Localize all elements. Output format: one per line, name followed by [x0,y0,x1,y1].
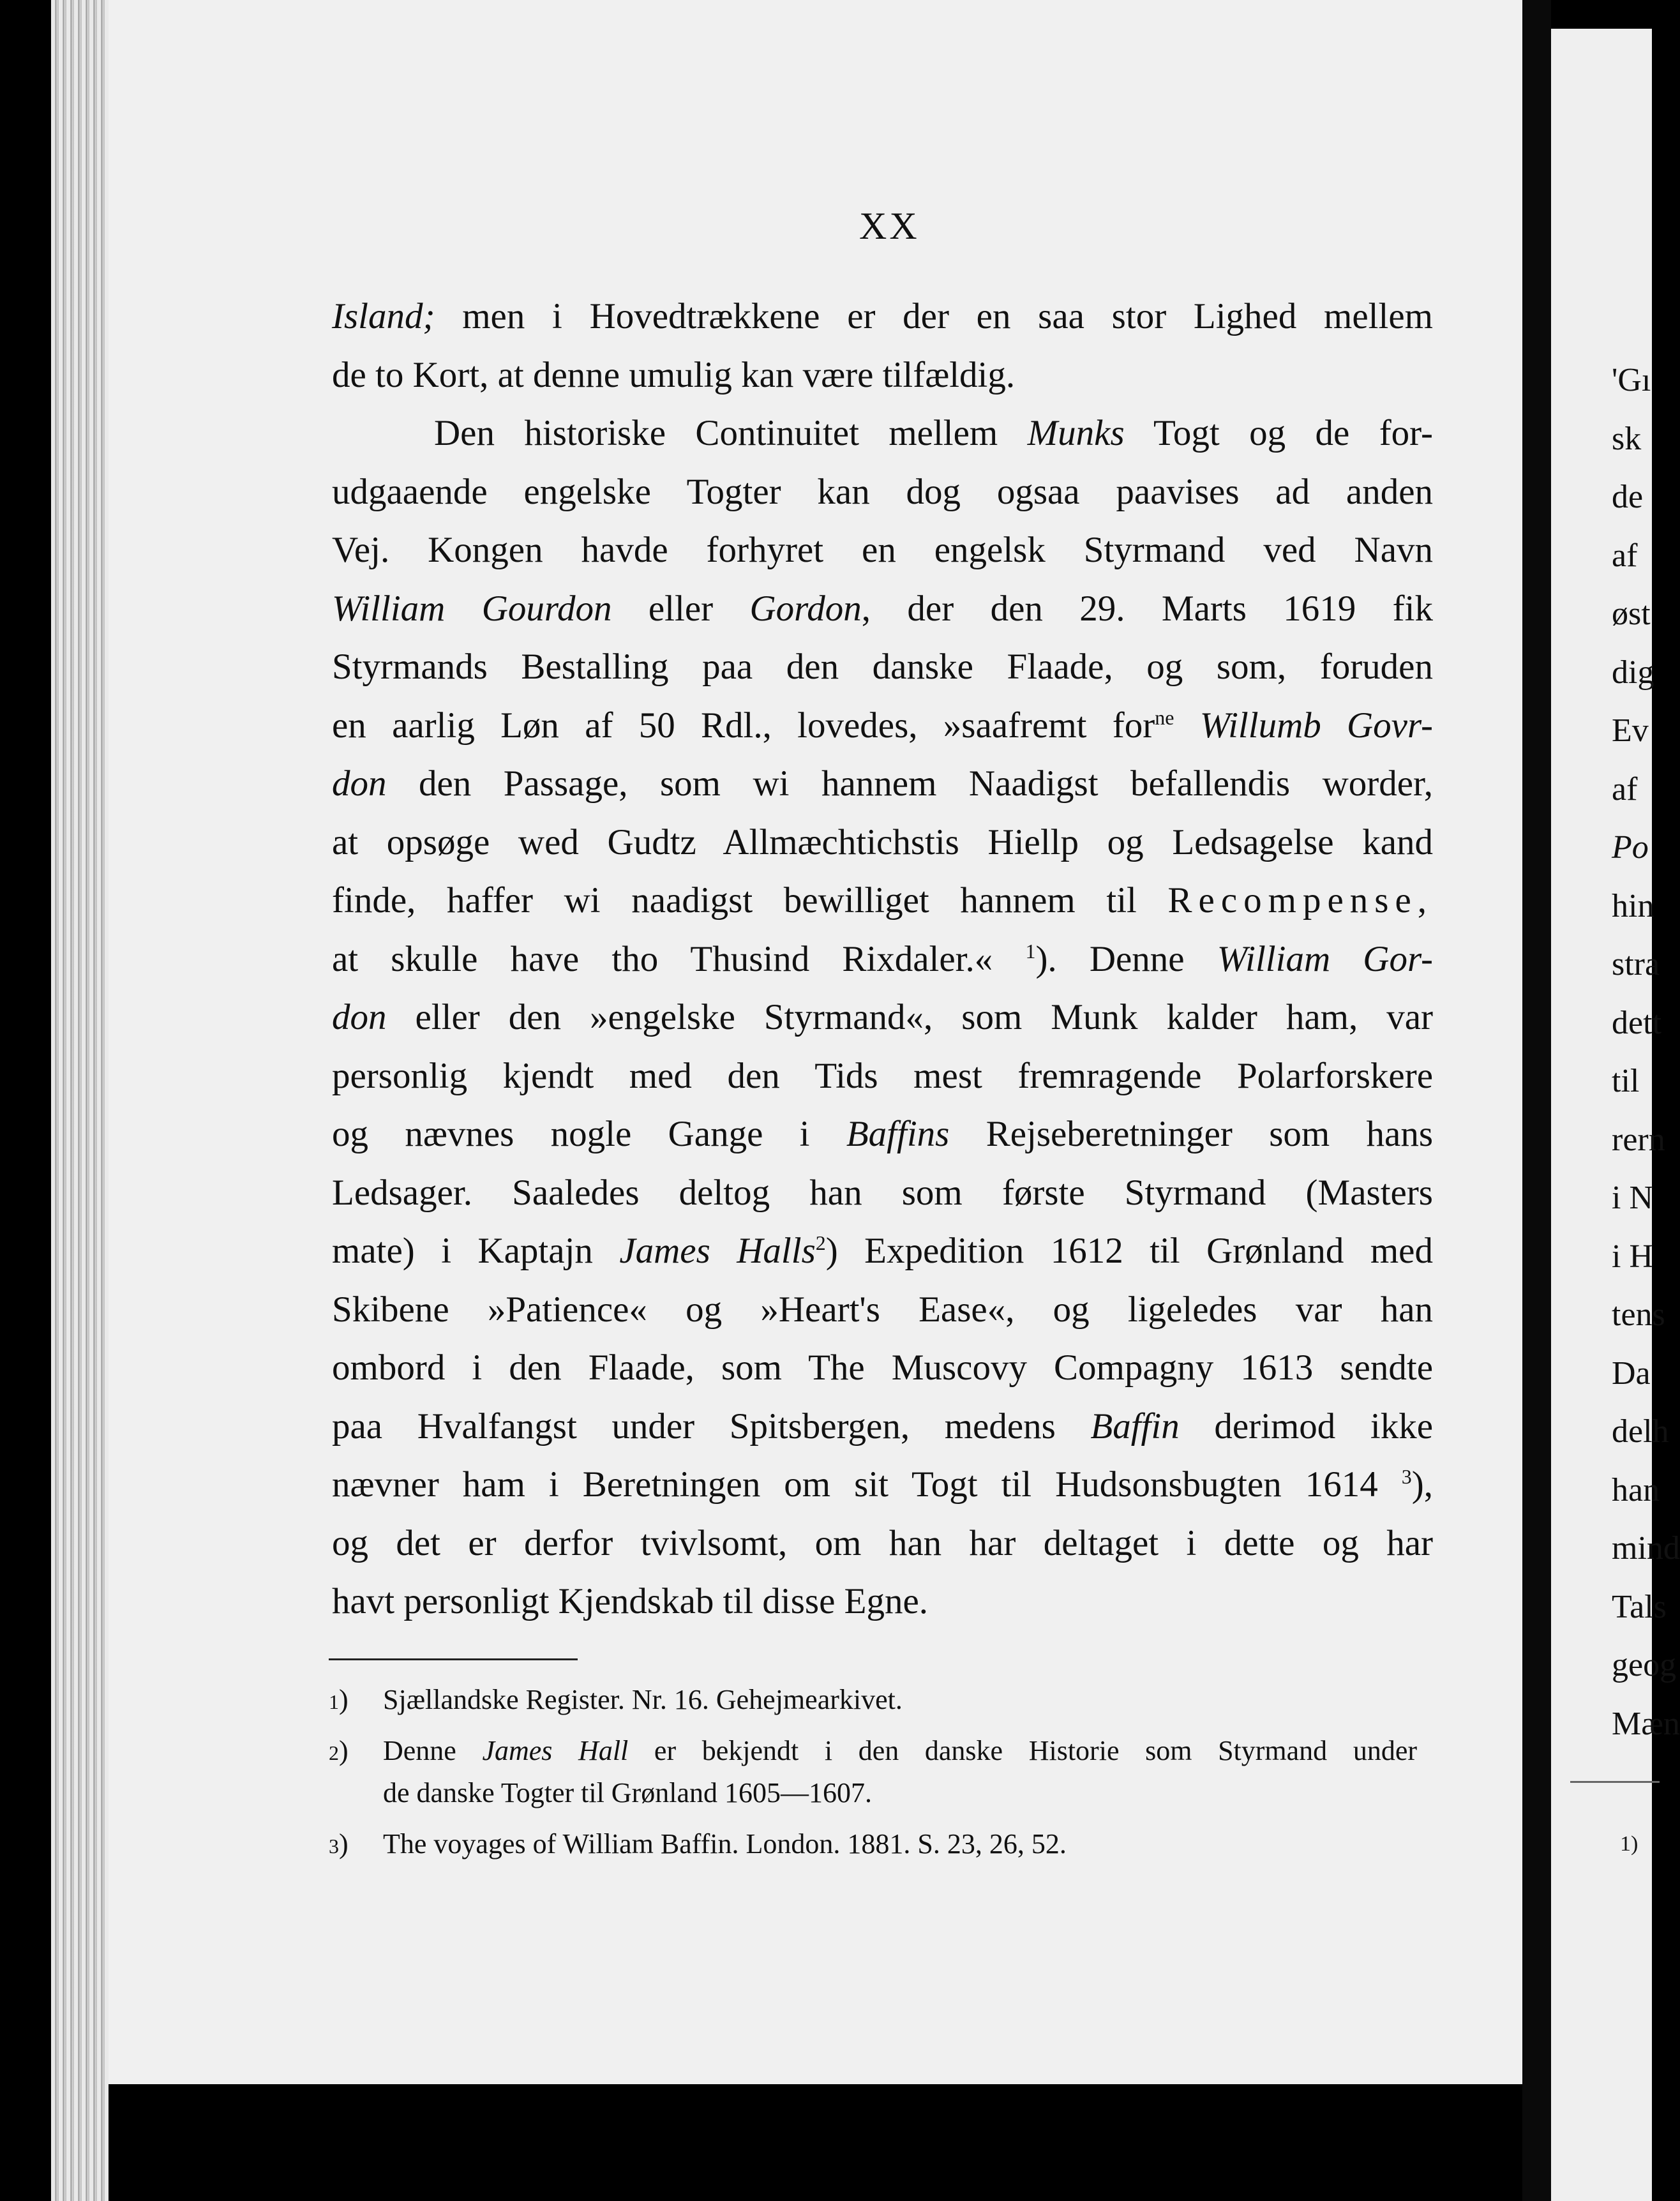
text-line [332,287,1433,346]
text-line [332,1047,1433,1106]
text-segment: de to Kort, at denne umulig kan være tilfældig. [332,354,1016,395]
text-line [332,988,1433,1047]
text-segment: Sjællandske Register. Nr. 16. Gehejmearkivet. [383,1684,903,1715]
text-line [332,1455,1433,1514]
text-segment: at opsøge wed Gudtz Allmæchtichstis Hiellp og Ledsagelse kand [332,822,1433,862]
text-segment: Rejseberetninger som hans [949,1114,1434,1154]
text-segment: en aarlig Løn af 50 Rdl., lovedes, »saafremt for [332,705,1155,746]
text-segment: Baffin [1090,1406,1180,1446]
body-text [332,287,1433,1631]
text-line [332,1514,1433,1573]
text-segment: havt personligt Kjendskab til disse Egne. [332,1581,929,1621]
footnote-mark: 3) [329,1828,349,1859]
text-segment: personlig kjendt med den Tids mest fremragende Polarforskere [332,1055,1433,1096]
text-line [332,463,1433,522]
text-segment: Munks [1027,413,1125,453]
text-segment: paa Hvalfangst under Spitsbergen, medens [332,1406,1091,1446]
text-segment: de danske Togter til Grønland 1605—1607. [383,1777,872,1808]
right-page-line-fragment: Po [1612,829,1649,866]
right-page-footnote-rule [1570,1781,1660,1783]
text-segment: mate) i Kaptajn [332,1231,620,1271]
right-page-line-fragment: rern [1612,1121,1665,1158]
right-page-line-fragment: i N [1612,1180,1653,1216]
text-line [332,930,1433,989]
right-page-line-fragment: Da [1612,1355,1651,1392]
text-segment: ombord i den Flaade, som The Muscovy Compagny 1613 sendte [332,1348,1433,1388]
text-line [332,1222,1433,1281]
text-segment: at skulle have tho Thusind Rixdaler.« [332,938,1026,979]
footnote-reference: ne [1155,705,1174,729]
book-binding-edge [51,0,109,2201]
footnote-reference: 3 [1401,1465,1412,1488]
right-page-footnote-mark: 1) [1620,1832,1639,1856]
text-segment: nævner ham i Beretningen om sit Togt til Hudsonsbugten 1614 [332,1464,1402,1505]
text-segment: ), [1411,1464,1433,1505]
right-page-line-fragment: hin [1612,887,1654,924]
text-line [332,580,1433,638]
footnote-mark: 2) [329,1735,349,1766]
text-segment: men i Hovedtrækkene er der en saa stor Lighed mellem [435,296,1433,336]
page-gutter [1522,0,1551,2201]
text-segment: don [332,763,387,804]
footnote-line [383,1823,1417,1865]
text-segment: ) Expedition 1612 til Grønland med [825,1231,1433,1271]
text-segment: don [332,997,387,1037]
text-line [332,1572,1433,1631]
text-line [332,638,1433,696]
text-segment: James Halls [619,1231,816,1271]
footnote-line [383,1730,1417,1772]
right-page-line-fragment: i H [1612,1238,1653,1275]
right-page-line-fragment: de [1612,479,1644,515]
footnote [329,1679,1417,1721]
right-page-line-fragment: geog [1612,1647,1677,1683]
text-line [332,871,1433,930]
text-segment: Ledsager. Saaledes deltog han som første Styrmand (Masters [332,1172,1433,1213]
right-page-line-fragment: han [1612,1471,1660,1508]
footnote-line [383,1679,1417,1721]
text-segment: Recompense, [1167,880,1433,920]
right-page-line-fragment: sk [1612,420,1642,457]
footnote [329,1823,1417,1865]
text-segment: Baffins [846,1114,950,1154]
footnote [329,1730,1417,1814]
text-segment: The voyages of William Baffin. London. 1881. S. 23, 26, 52. [383,1828,1067,1859]
right-page-line-fragment: Mæn [1612,1705,1680,1742]
text-segment: den Passage, som wi hannem Naadigst befallendis worder, [386,763,1433,804]
text-line [332,346,1433,405]
right-page-line-fragment: til [1612,1063,1640,1099]
right-page-line-fragment: tens [1612,1296,1665,1333]
text-segment: og nævnes nogle Gange i [332,1114,846,1154]
text-segment: Denne [383,1735,483,1766]
right-page-line-fragment: mind [1612,1530,1680,1566]
text-segment: og det er derfor tvivlsomt, om han har deltaget i dette og har [332,1522,1433,1563]
text-line [332,813,1433,872]
text-line [332,1339,1433,1397]
page-number: XX [859,205,920,247]
text-segment: Willumb Govr- [1199,705,1434,746]
footnote-rule [329,1658,578,1660]
text-line [332,1105,1433,1164]
right-page-line-fragment: af [1612,537,1638,574]
right-page-text-fragments [1612,351,1680,1753]
right-page-line-fragment: 'Gı [1612,362,1651,398]
text-line [332,755,1433,813]
text-segment: finde, haffer wi naadigst bewilliget hannem til [332,880,1168,920]
footnote-reference: 2 [815,1231,826,1254]
text-segment: Togt og de for- [1124,413,1433,453]
footnote-reference: 1 [1025,939,1036,963]
right-page-line-fragment: dig [1612,654,1654,691]
right-page-line-fragment: af [1612,770,1638,808]
footnotes [329,1679,1417,1865]
text-segment: udgaaende engelske Togter kan dog ogsaa paavises ad anden [332,471,1433,512]
text-line [332,1164,1433,1222]
text-segment: Gordon [749,588,862,629]
text-line [332,521,1433,580]
text-segment: William Gor- [1217,938,1433,979]
text-segment: Den historiske Continuitet mellem [434,413,1028,453]
text-segment: , der den 29. Marts 1619 fik [861,588,1433,629]
text-segment: eller [611,588,750,629]
right-page-line-fragment: Tals [1612,1588,1667,1625]
footnote-line [383,1772,1417,1814]
text-segment: Skibene »Patience« og »Heart's Ease«, og ligeledes var han [332,1289,1433,1330]
text-segment: derimod ikke [1179,1406,1434,1446]
text-segment: eller den »engelske Styrmand«, som Munk kalder ham, var [386,997,1433,1037]
footnote-mark: 1) [329,1684,349,1715]
text-segment [1174,705,1199,746]
text-segment: James Hall [482,1735,629,1766]
text-segment: Vej. Kongen havde forhyret en engelsk Styrmand ved Navn [332,530,1433,570]
text-segment: er bekjendt i den danske Historie som Styrmand under [628,1735,1417,1766]
right-page-line-fragment: øst [1612,596,1651,632]
text-segment: ). Denne [1035,938,1217,979]
right-page-line-fragment: stra [1612,946,1660,982]
text-line [332,1397,1433,1456]
text-segment: William Gourdon [332,588,612,629]
right-page-line-fragment: Ev [1612,712,1649,749]
text-line [332,1281,1433,1339]
text-segment: Styrmands Bestalling paa den danske Flaade, og som, foruden [332,647,1433,687]
right-page-line-fragment: delh [1612,1413,1669,1450]
text-line [332,404,1433,463]
text-line [332,696,1433,755]
text-segment: Island; [332,296,435,336]
right-page-line-fragment: dett [1612,1004,1661,1041]
